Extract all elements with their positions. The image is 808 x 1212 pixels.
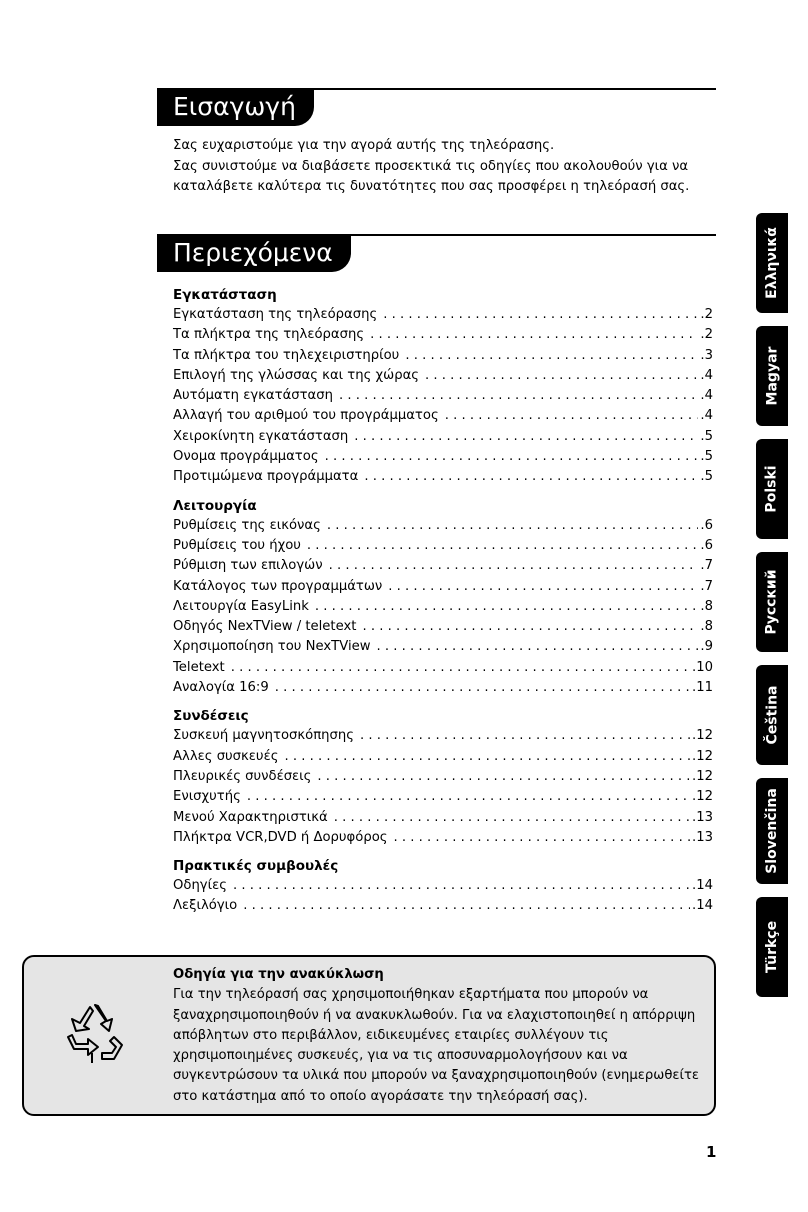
toc-section (173, 856, 713, 917)
toc-entry[interactable] (173, 767, 713, 787)
toc-entry[interactable] (173, 726, 713, 746)
toc-entry-page: .7 (700, 578, 713, 594)
toc-entry-page: .5 (700, 449, 713, 465)
lang-tab-cestina[interactable] (756, 665, 788, 765)
toc-leader-dots (394, 828, 691, 848)
toc-entry-label: Επιλογή της γλώσσας και της χώρας (173, 367, 419, 383)
toc-entry-page: .12 (692, 789, 713, 805)
toc-entry-page: .2 (700, 327, 713, 343)
toc-section (173, 496, 713, 699)
toc-leader-dots (377, 637, 699, 657)
toc-entry[interactable] (173, 556, 713, 576)
lang-tab-russian[interactable] (756, 552, 788, 652)
toc-heading-label: Περιεχόμενα (157, 234, 351, 272)
toc-entry-label: Ρύθμιση των επιλογών (173, 558, 323, 574)
toc-entry-page: .13 (692, 809, 713, 825)
toc-entry-page: .14 (692, 898, 713, 914)
toc-entry[interactable] (173, 876, 713, 896)
toc-entry[interactable] (173, 617, 713, 637)
toc-entry-label: Κατάλογος των προγραμμάτων (173, 578, 383, 594)
toc-entry-label: Μενού Χαρακτηριστικά (173, 809, 328, 825)
intro-text (173, 136, 713, 198)
toc-leader-dots (334, 808, 690, 828)
toc-entry-label: Πλευρικές συνδέσεις (173, 768, 312, 784)
toc-section-title: Εγκατάσταση (173, 287, 277, 303)
toc-entry-page: .6 (700, 517, 713, 533)
intro-heading-label: Εισαγωγή (157, 88, 314, 126)
toc-entry[interactable] (173, 808, 713, 828)
toc-entry-page: .8 (700, 598, 713, 614)
toc-leader-dots (275, 678, 690, 698)
toc-entry-page: .4 (700, 388, 713, 404)
toc-entry-label: Αλλαγή του αριθμού του προγράμματος (173, 408, 439, 424)
toc-entry-label: Ρυθμίσεις της εικόνας (173, 517, 321, 533)
toc-entry[interactable] (173, 637, 713, 657)
toc-entry-label: Εγκατάσταση της τηλεόρασης (173, 307, 378, 322)
lang-tab-label: Magyar (764, 346, 781, 406)
toc-leader-dots (329, 556, 699, 576)
lang-tab-magyar[interactable] (756, 326, 788, 426)
toc-leader-dots (354, 427, 698, 447)
toc-entry-page: .12 (692, 748, 713, 764)
lang-tab-label: Čeština (764, 685, 781, 745)
toc-entry[interactable] (173, 427, 713, 447)
lang-tab-label: Polski (764, 465, 780, 513)
recycling-notice (22, 955, 716, 1116)
lang-tab-label: Slovenčina (764, 788, 781, 874)
lang-tab-polski[interactable] (756, 439, 788, 539)
toc-leader-dots (317, 767, 690, 787)
toc-section-title: Λειτουργία (173, 497, 257, 514)
toc-entry-label: Οδηγίες (173, 878, 227, 894)
lang-tab-label: Türkçe (764, 920, 781, 974)
toc-entry-label: Λεξιλόγιο (173, 898, 238, 914)
toc-entry[interactable] (173, 658, 713, 678)
toc-leader-dots (364, 467, 698, 487)
toc-entry-label: Αλλες συσκευές (173, 748, 279, 764)
toc-entry-label: Οδηγός NexTView / teletext (173, 619, 357, 635)
toc-heading (157, 234, 716, 272)
toc-entry-label: Λειτουργία EasyLink (173, 598, 309, 614)
toc-entry-page: .11 (692, 680, 713, 696)
toc-leader-dots (339, 386, 698, 406)
toc-entry-label: Αναλογία 16:9 (173, 680, 269, 696)
toc-entry[interactable] (173, 678, 713, 698)
toc-entry-label: Αυτόματη εγκατάσταση (173, 388, 333, 404)
recycling-title: Οδηγία για την ανακύκλωση (173, 967, 384, 982)
toc-leader-dots (325, 447, 699, 467)
toc-entry-page: .2 (700, 307, 713, 322)
toc-leader-dots (243, 896, 690, 916)
toc-entry-label: Τα πλήκτρα της τηλεόρασης (173, 327, 365, 343)
intro-paragraph: Σας ευχαριστούμε για την αγορά αυτής της τηλεόρασης. (173, 138, 555, 153)
toc-entry-label: Πλήκτρα VCR,DVD ή Δορυφόρος (173, 829, 388, 845)
toc-leader-dots (284, 747, 690, 767)
toc-entry[interactable] (173, 406, 713, 426)
toc-leader-dots (383, 305, 698, 325)
lang-tab-turkce[interactable] (756, 897, 788, 997)
intro-paragraph: Σας συνιστούμε να διαβάσετε προσεκτικά τις οδηγίες που ακολουθούν για να καταλάβετε καλύτερα τις δυνατότητες που σας προσφέρει η τηλεόρασή σας. (173, 158, 690, 194)
toc-entry-label: Προτιμώμενα προγράμματα (173, 469, 359, 485)
toc-entry[interactable] (173, 577, 713, 597)
toc-section (173, 285, 713, 488)
toc-entry-page: .5 (700, 428, 713, 444)
toc-leader-dots (388, 577, 698, 597)
toc-leader-dots (307, 536, 699, 556)
toc-entry-label: Τα πλήκτρα του τηλεχειριστηρίου (173, 347, 400, 363)
toc-entry-label: Ρυθμίσεις του ήχου (173, 537, 301, 553)
toc-entry-page: .4 (700, 367, 713, 383)
toc-leader-dots (445, 406, 699, 426)
toc-entry-page: .3 (700, 347, 713, 363)
toc-leader-dots (315, 597, 699, 617)
toc-entry[interactable] (173, 325, 713, 345)
toc-entry[interactable] (173, 516, 713, 536)
recycle-icon (62, 1001, 128, 1067)
toc-leader-dots (327, 516, 699, 536)
toc-entry[interactable] (173, 305, 713, 325)
toc-leader-dots (370, 325, 698, 345)
toc-entry-page: .5 (700, 469, 713, 485)
toc-leader-dots (360, 726, 690, 746)
toc-leader-dots (247, 787, 690, 807)
lang-tab-label: Ελληνικά (764, 227, 780, 299)
lang-tab-label: Русский (764, 569, 781, 635)
toc-entry[interactable] (173, 787, 713, 807)
toc-leader-dots (231, 658, 690, 678)
recycling-body: Για την τηλεόρασή σας χρησιμοποιήθηκαν εξαρτήματα που μπορούν να ξαναχρησιμοποιηθούν ή να ανακυκλωθούν. Για να ελαχιστοποιηθεί η απόρριψη απόβλητων στο περιβάλλον, ειδικευμένες εταιρίες συλλέγουν τις χρησιμοποιημένες συσκευές, για να τις αποσυναρμολογήσουν και να συγκεντρώσουν τα υλικά που μπορούν να ξαναχρησιμοποιηθούν (ενημερωθείτε στο κατάστημα από το οποίο αγοράσατε την τηλεόρασή σας). (173, 987, 700, 1104)
toc-leader-dots (362, 617, 698, 637)
toc-entry-page: .8 (700, 619, 713, 635)
toc-entry[interactable] (173, 346, 713, 366)
toc-entry-page: .13 (692, 829, 713, 845)
toc-entry[interactable] (173, 747, 713, 767)
intro-heading (157, 88, 716, 126)
toc-entry-page: .4 (700, 408, 713, 424)
toc-entry-label: Ενισχυτής (173, 789, 241, 805)
toc-section-title: Συνδέσεις (173, 708, 249, 725)
toc-section-title: Πρακτικές συμβουλές (173, 858, 339, 875)
toc-entry-label: Χρησιμοποίηση του NexTView (173, 639, 371, 655)
toc-entry[interactable] (173, 386, 713, 406)
toc-entry-page: .7 (700, 558, 713, 574)
toc-entry[interactable] (173, 597, 713, 617)
toc-entry-label: Teletext (173, 659, 225, 675)
toc-entry-page: .10 (692, 659, 713, 675)
toc-entry-label: Χειροκίνητη εγκατάσταση (173, 428, 349, 444)
toc-entry-page: .12 (692, 728, 713, 744)
toc-entry[interactable] (173, 447, 713, 467)
toc-entry-page: .6 (700, 537, 713, 553)
toc-entry-page: .14 (692, 878, 713, 894)
toc-leader-dots (405, 346, 698, 366)
toc-entry[interactable] (173, 366, 713, 386)
toc-section (173, 706, 713, 848)
toc-entry[interactable] (173, 828, 713, 848)
toc-entry-label: Ονομα προγράμματος (173, 449, 319, 465)
lang-tab-greek[interactable] (756, 213, 788, 313)
toc-leader-dots (425, 366, 698, 386)
toc-entry[interactable] (173, 536, 713, 556)
toc-entry[interactable] (173, 896, 713, 916)
lang-tab-slovencina[interactable] (756, 778, 788, 884)
toc-entry-page: .12 (692, 768, 713, 784)
toc-entry-page: .9 (700, 639, 713, 655)
page-number: 1 (706, 1143, 717, 1161)
toc-entry-label: Συσκευή μαγνητοσκόπησης (173, 728, 354, 744)
toc-leader-dots (233, 876, 690, 896)
table-of-contents (173, 285, 713, 925)
toc-entry[interactable] (173, 467, 713, 487)
